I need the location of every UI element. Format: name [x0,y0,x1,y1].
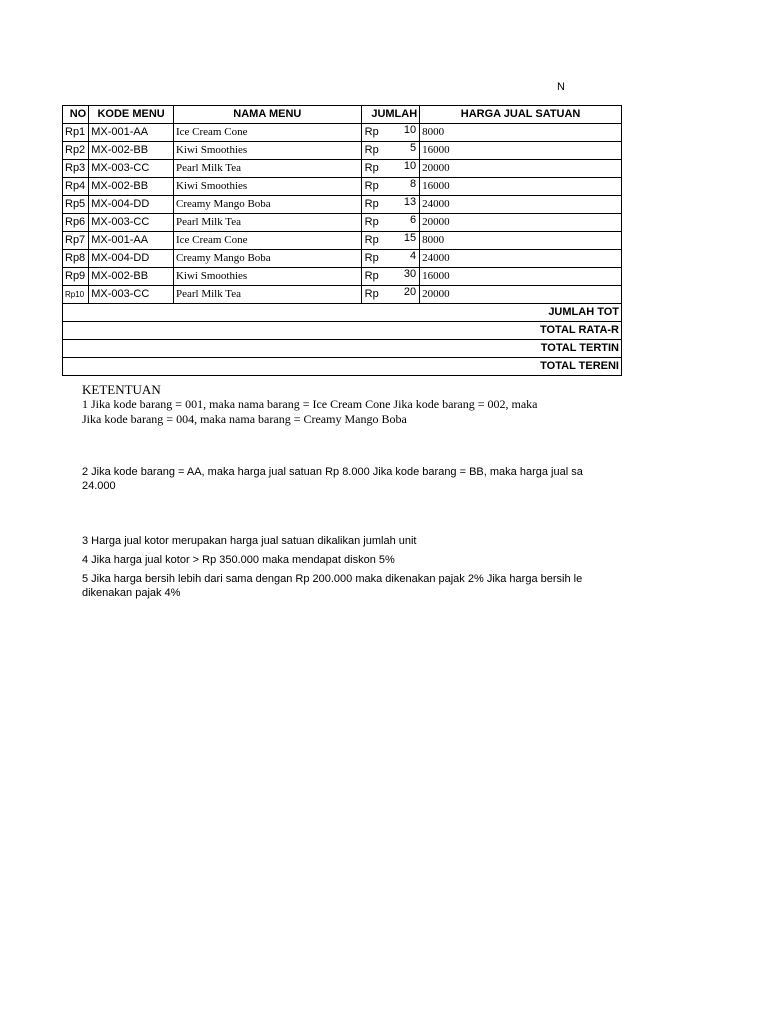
quantity-value: 5 [410,142,417,154]
quantity-value: 20 [403,286,417,298]
clipped-title-letter: N [557,81,565,93]
summary-row-rata-rata [63,322,622,340]
cell-harga-jual-satuan[interactable]: 8000 [420,232,622,250]
cell-kode-menu[interactable]: MX-004-DD [89,250,174,268]
table-row [63,178,622,196]
table-row [63,214,622,232]
header-row [63,106,622,124]
cell-nama-menu[interactable]: Ice Cream Cone [173,124,361,142]
quantity-value: 10 [403,160,417,172]
cell-no[interactable]: Rp6 [63,214,89,232]
cell-no[interactable]: Rp9 [63,268,89,286]
quantity-value: 10 [403,124,417,136]
cell-no[interactable]: Rp2 [63,142,89,160]
quantity-value: 30 [403,268,417,280]
ketentuan-notes [82,382,583,600]
table-row [63,286,622,304]
cell-nama-menu[interactable]: Kiwi Smoothies [173,142,361,160]
cell-harga-jual-satuan[interactable]: 16000 [420,268,622,286]
cell-harga-jual-satuan[interactable]: 24000 [420,196,622,214]
header-no[interactable]: NO [63,106,89,124]
cell-jumlah[interactable] [361,178,420,196]
table-row [63,142,622,160]
cell-jumlah[interactable] [361,124,420,142]
cell-harga-jual-satuan[interactable]: 16000 [420,142,622,160]
cell-kode-menu[interactable]: MX-002-BB [89,268,174,286]
cell-kode-menu[interactable]: MX-004-DD [89,196,174,214]
currency-prefix: Rp [364,198,379,210]
cell-nama-menu[interactable]: Creamy Mango Boba [173,250,361,268]
currency-prefix: Rp [364,252,379,264]
summary-label[interactable]: TOTAL RATA-R [63,322,622,340]
cell-no[interactable]: Rp1 [63,124,89,142]
header-harga-jual-satuan[interactable]: HARGA JUAL SATUAN [420,106,622,124]
table-row [63,268,622,286]
cell-nama-menu[interactable]: Creamy Mango Boba [173,196,361,214]
cell-harga-jual-satuan[interactable]: 16000 [420,178,622,196]
currency-prefix: Rp [364,126,379,138]
currency-prefix: Rp [364,162,379,174]
cell-no[interactable]: Rp7 [63,232,89,250]
quantity-value: 8 [410,178,417,190]
summary-row-jumlah-total [63,304,622,322]
cell-jumlah[interactable] [361,286,420,304]
cell-jumlah[interactable] [361,214,420,232]
cell-nama-menu[interactable]: Kiwi Smoothies [173,178,361,196]
cell-no[interactable]: Rp5 [63,196,89,214]
rule-5-line-2: dikenakan pajak 4% [82,587,181,599]
summary-label[interactable]: JUMLAH TOT [63,304,622,322]
cell-nama-menu[interactable]: Pearl Milk Tea [173,286,361,304]
currency-prefix: Rp [364,180,379,192]
cell-nama-menu[interactable]: Pearl Milk Tea [173,214,361,232]
table-row [63,250,622,268]
rule-1-line-1: 1 Jika kode barang = 001, maka nama barang = Ice Cream Cone Jika kode barang = 002, maka [82,397,538,411]
quantity-value: 6 [410,214,417,226]
cell-kode-menu[interactable]: MX-001-AA [89,124,174,142]
table-row [63,124,622,142]
cell-no[interactable]: Rp8 [63,250,89,268]
cell-kode-menu[interactable]: MX-003-CC [89,160,174,178]
cell-jumlah[interactable] [361,250,420,268]
cell-harga-jual-satuan[interactable]: 20000 [420,214,622,232]
rule-5-line-1: 5 Jika harga bersih lebih dari sama dengan Rp 200.000 maka dikenakan pajak 2% Jika harga bersih le [82,573,583,585]
cell-kode-menu[interactable]: MX-002-BB [89,142,174,160]
cell-no[interactable]: Rp10 [63,286,89,304]
header-kode-menu[interactable]: KODE MENU [89,106,174,124]
cell-kode-menu[interactable]: MX-002-BB [89,178,174,196]
cell-no[interactable]: Rp3 [63,160,89,178]
cell-harga-jual-satuan[interactable]: 8000 [420,124,622,142]
cell-harga-jual-satuan[interactable]: 24000 [420,250,622,268]
table-row [63,232,622,250]
cell-jumlah[interactable] [361,268,420,286]
cell-nama-menu[interactable]: Kiwi Smoothies [173,268,361,286]
cell-harga-jual-satuan[interactable]: 20000 [420,286,622,304]
currency-prefix: Rp [364,144,379,156]
cell-harga-jual-satuan[interactable]: 20000 [420,160,622,178]
cell-kode-menu[interactable]: MX-003-CC [89,286,174,304]
cell-jumlah[interactable] [361,142,420,160]
quantity-value: 15 [403,232,417,244]
header-jumlah[interactable]: JUMLAH [361,106,420,124]
cell-jumlah[interactable] [361,160,420,178]
currency-prefix: Rp [364,216,379,228]
notes-heading: KETENTUAN [82,382,161,397]
quantity-value: 4 [410,250,417,262]
rule-4: 4 Jika harga jual kotor > Rp 350.000 maka mendapat diskon 5% [82,554,395,566]
cell-jumlah[interactable] [361,232,420,250]
table-row [63,160,622,178]
rule-3: 3 Harga jual kotor merupakan harga jual satuan dikalikan jumlah unit [82,535,417,547]
currency-prefix: Rp [364,234,379,246]
cell-nama-menu[interactable]: Ice Cream Cone [173,232,361,250]
cell-no[interactable]: Rp4 [63,178,89,196]
summary-label[interactable]: TOTAL TERENI [63,358,622,376]
cell-nama-menu[interactable]: Pearl Milk Tea [173,160,361,178]
header-nama-menu[interactable]: NAMA MENU [173,106,361,124]
rule-2-line-1: 2 Jika kode barang = AA, maka harga jual satuan Rp 8.000 Jika kode barang = BB, maka harga jual sa [82,466,583,478]
currency-prefix: Rp [364,288,379,300]
quantity-value: 13 [403,196,417,208]
rule-2-line-2: 24.000 [82,480,116,492]
cell-jumlah[interactable] [361,196,420,214]
sales-table [62,105,622,376]
cell-kode-menu[interactable]: MX-001-AA [89,232,174,250]
summary-row-tertinggi [63,340,622,358]
summary-row-terendah [63,358,622,376]
currency-prefix: Rp [364,270,379,282]
cell-kode-menu[interactable]: MX-003-CC [89,214,174,232]
summary-label[interactable]: TOTAL TERTIN [63,340,622,358]
rule-1-line-2: Jika kode barang = 004, maka nama barang = Creamy Mango Boba [82,412,407,426]
table-row [63,196,622,214]
